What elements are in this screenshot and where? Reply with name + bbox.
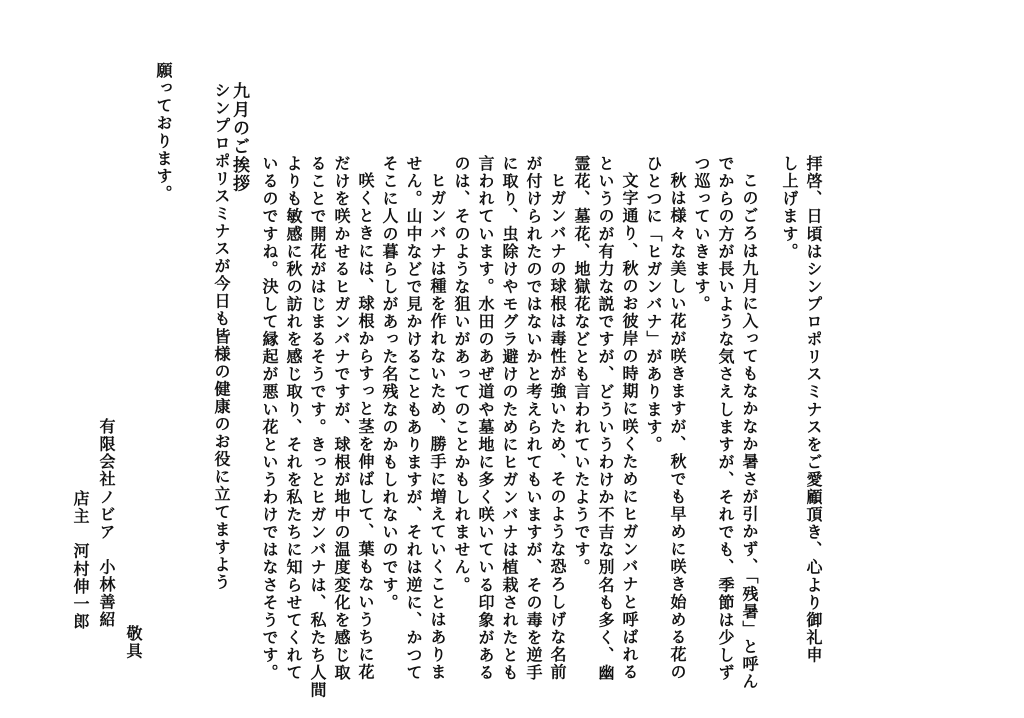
letter-line: 秋は様々な美しい花が咲きますが、秋でも早めに咲き始める花の	[668, 172, 687, 681]
company-signature: 有限会社ノビア 小林善紹	[97, 418, 116, 629]
letter-line: そこに人の暮らしがあった名残なのかもしれないのです。	[380, 155, 399, 612]
letter-line: だけを咲かせるヒガンバナですが、球根が地中の温度変化を感じ取	[332, 155, 351, 682]
letter-line: ヒガンバナは種を作れないため、勝手に増えていくことはありま	[428, 172, 447, 681]
letter-line: 咲くときには、球根からすっと茎を伸ばして、葉もないうちに花	[356, 172, 375, 681]
letter-line: に取り、虫除けやモグラ避けのためにヒガンバナは植栽されたとも	[500, 155, 519, 682]
letter-line: つ巡っていきます。	[692, 155, 711, 313]
letter-line: し上げます。	[780, 155, 799, 261]
letter-line: というのが有力な説ですが、どういうわけか不吉な別名も多く、幽	[596, 155, 615, 682]
letter-line: よりも敏感に秋の訪れを感じ取り、それを私たちに知らせてくれて	[284, 155, 303, 682]
letter-line: シンプロポリスミナスが今日も皆様の健康のお役に立てますよう	[212, 82, 231, 591]
letter-line: が付けられたのではないかと考えられてもいますが、その毒を逆手	[524, 155, 543, 682]
owner-signature: 店主 河村伸一郎	[71, 490, 90, 631]
letter-line: ひとつに「ヒガンバナ」があります。	[644, 155, 663, 454]
letter-line: このごろは九月に入ってもなかなか暑さが引かず、「残暑」と呼ん	[740, 172, 759, 691]
letter-title: 九月のご挨拶	[229, 82, 249, 194]
letter-line: 願っております。	[154, 62, 173, 203]
closing-phrase: 敬具	[124, 625, 143, 661]
letter-line: でからの方が長いような気さえしますが、それでも、季節は少しず	[716, 155, 735, 682]
letter-line: のは、そのような狙いがあってのことかもしれません。	[452, 155, 471, 594]
letter-line: 言われています。水田のあぜ道や墓地に多く咲いている印象がある	[476, 155, 495, 682]
letter-line: 文字通り、秋のお彼岸の時期に咲くためにヒガンバナと呼ばれる	[620, 172, 639, 681]
letter-line: 霊花、墓花、地獄花などとも言われていたようです。	[572, 155, 591, 577]
letter-line: ヒガンバナの球根は毒性が強いため、そのような恐ろしげな名前	[548, 172, 567, 681]
letter-line: いるのですね。決して縁起が悪い花というわけではなさそうです。	[260, 155, 279, 682]
letter-line: 拝啓、日頃はシンプロポリスミナスをご愛顧頂き、心より御礼申	[804, 155, 823, 664]
letter-line: ることで開花がはじまるそうです。きっとヒガンバナは、私たち人間	[308, 155, 327, 700]
letter-line: せん。山中などで見かけることもありますが、それは逆に、かつて	[404, 155, 423, 682]
